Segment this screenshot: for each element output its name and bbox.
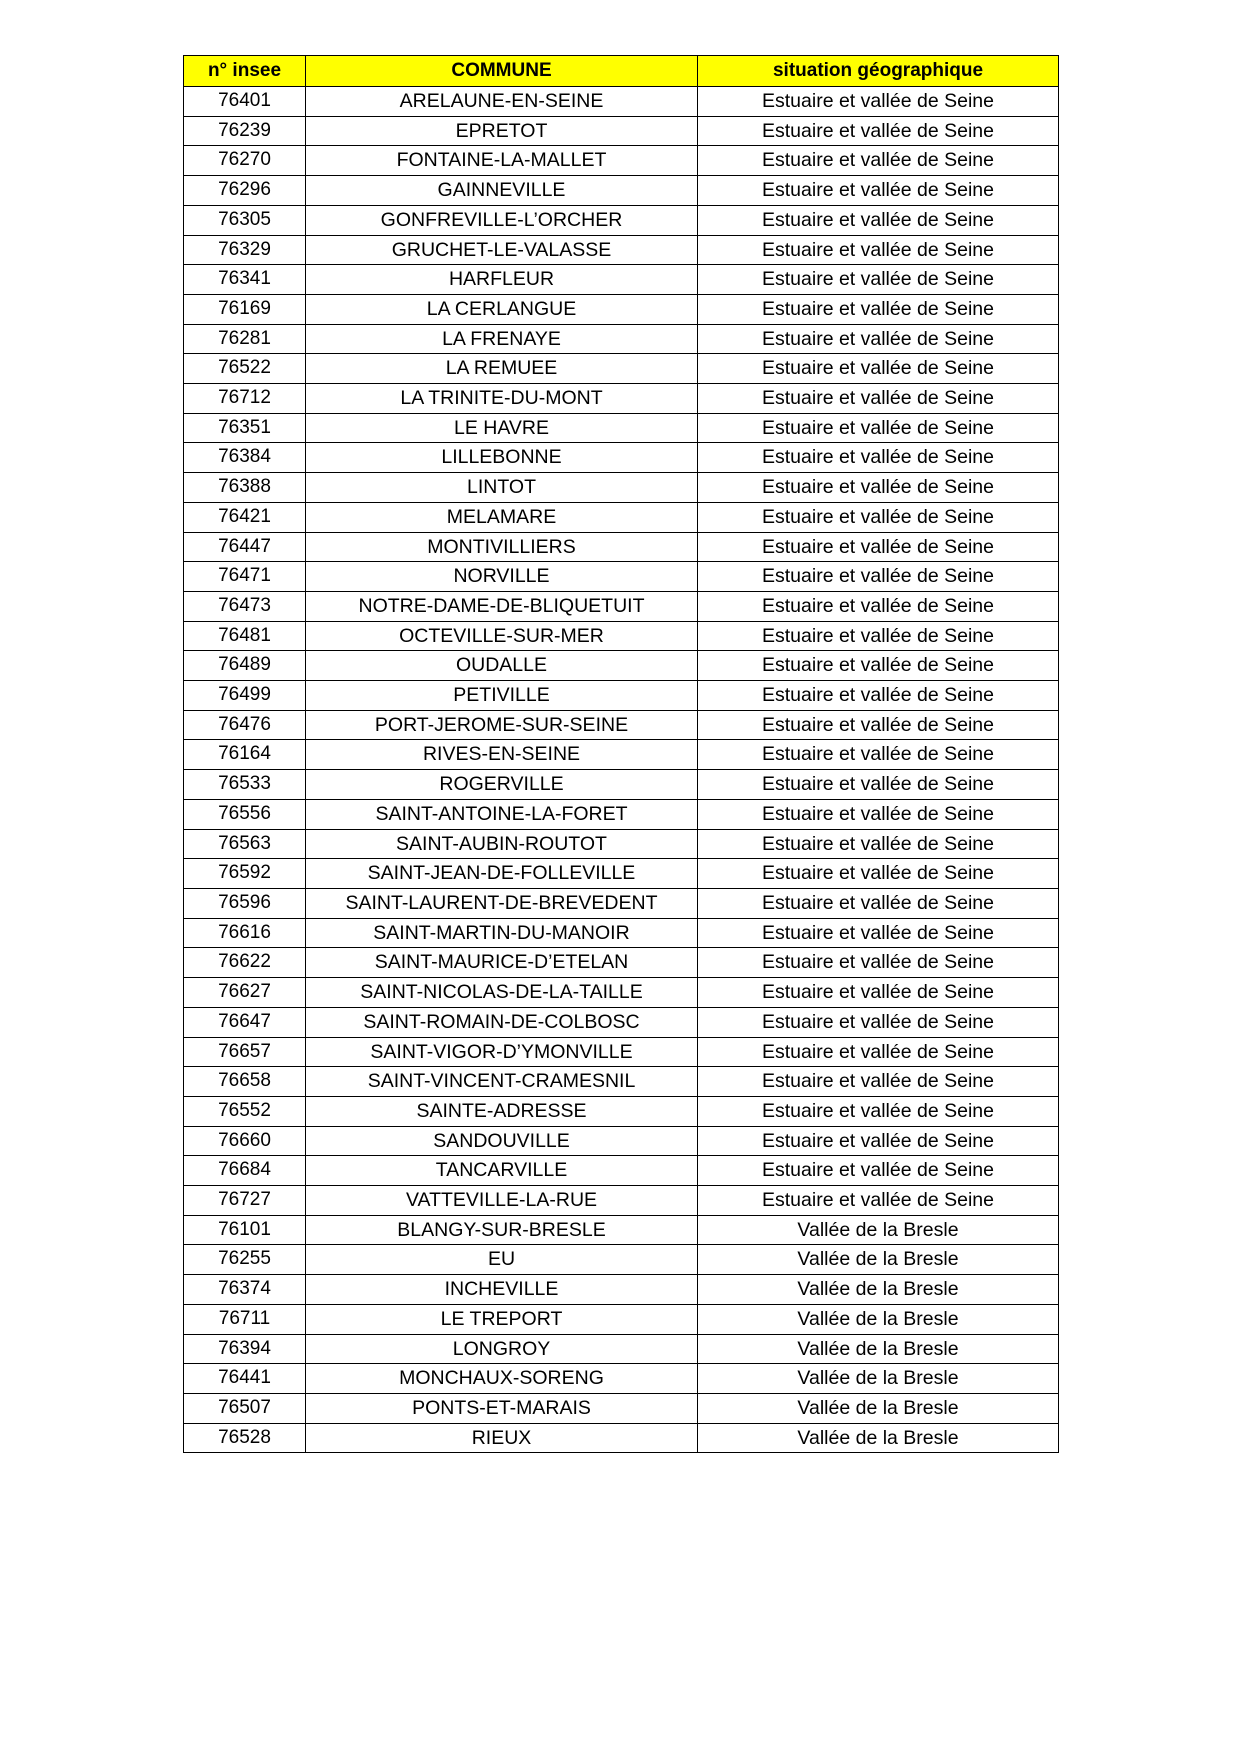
- table-row: [184, 651, 1059, 681]
- cell-insee: 76657: [184, 1037, 306, 1067]
- cell-commune: GAINNEVILLE: [306, 176, 698, 206]
- cell-commune: LA TRINITE-DU-MONT: [306, 384, 698, 414]
- cell-insee: 76622: [184, 948, 306, 978]
- cell-insee: 76101: [184, 1215, 306, 1245]
- cell-situation: Estuaire et vallée de Seine: [698, 1037, 1059, 1067]
- cell-insee: 76388: [184, 473, 306, 503]
- cell-situation: Estuaire et vallée de Seine: [698, 324, 1059, 354]
- cell-commune: FONTAINE-LA-MALLET: [306, 146, 698, 176]
- table-row: [184, 532, 1059, 562]
- cell-situation: Vallée de la Bresle: [698, 1215, 1059, 1245]
- cell-situation: Estuaire et vallée de Seine: [698, 1096, 1059, 1126]
- cell-commune: HARFLEUR: [306, 265, 698, 295]
- cell-situation: Estuaire et vallée de Seine: [698, 948, 1059, 978]
- cell-situation: Estuaire et vallée de Seine: [698, 651, 1059, 681]
- cell-situation: Estuaire et vallée de Seine: [698, 829, 1059, 859]
- cell-commune: RIEUX: [306, 1423, 698, 1453]
- table-row: [184, 888, 1059, 918]
- header-row: [184, 56, 1059, 87]
- cell-situation: Estuaire et vallée de Seine: [698, 740, 1059, 770]
- cell-situation: Vallée de la Bresle: [698, 1364, 1059, 1394]
- table-row: [184, 1186, 1059, 1216]
- cell-situation: Estuaire et vallée de Seine: [698, 294, 1059, 324]
- cell-insee: 76476: [184, 710, 306, 740]
- table-row: [184, 324, 1059, 354]
- cell-commune: NOTRE-DAME-DE-BLIQUETUIT: [306, 591, 698, 621]
- cell-situation: Estuaire et vallée de Seine: [698, 888, 1059, 918]
- cell-commune: EU: [306, 1245, 698, 1275]
- table-row: [184, 562, 1059, 592]
- cell-situation: Vallée de la Bresle: [698, 1304, 1059, 1334]
- cell-insee: 76489: [184, 651, 306, 681]
- cell-commune: SAINT-ROMAIN-DE-COLBOSC: [306, 1007, 698, 1037]
- table-row: [184, 740, 1059, 770]
- table-row: [184, 502, 1059, 532]
- cell-commune: SAINT-MAURICE-D’ETELAN: [306, 948, 698, 978]
- cell-situation: Estuaire et vallée de Seine: [698, 681, 1059, 711]
- table-row: [184, 1067, 1059, 1097]
- table-row: [184, 918, 1059, 948]
- cell-insee: 76660: [184, 1126, 306, 1156]
- cell-situation: Vallée de la Bresle: [698, 1393, 1059, 1423]
- cell-commune: SAINT-VINCENT-CRAMESNIL: [306, 1067, 698, 1097]
- cell-insee: 76255: [184, 1245, 306, 1275]
- table-row: [184, 354, 1059, 384]
- table-row: [184, 384, 1059, 414]
- table-row: [184, 978, 1059, 1008]
- cell-insee: 76616: [184, 918, 306, 948]
- cell-commune: VATTEVILLE-LA-RUE: [306, 1186, 698, 1216]
- cell-insee: 76596: [184, 888, 306, 918]
- cell-insee: 76658: [184, 1067, 306, 1097]
- cell-commune: PONTS-ET-MARAIS: [306, 1393, 698, 1423]
- table-row: [184, 1245, 1059, 1275]
- cell-commune: PORT-JEROME-SUR-SEINE: [306, 710, 698, 740]
- cell-situation: Estuaire et vallée de Seine: [698, 235, 1059, 265]
- column-header-situation: situation géographique: [698, 56, 1059, 87]
- table-body: [184, 87, 1059, 1453]
- cell-insee: 76473: [184, 591, 306, 621]
- cell-situation: Vallée de la Bresle: [698, 1334, 1059, 1364]
- cell-commune: SAINTE-ADRESSE: [306, 1096, 698, 1126]
- cell-commune: LA REMUEE: [306, 354, 698, 384]
- cell-commune: ROGERVILLE: [306, 770, 698, 800]
- cell-insee: 76341: [184, 265, 306, 295]
- cell-situation: Estuaire et vallée de Seine: [698, 770, 1059, 800]
- cell-insee: 76169: [184, 294, 306, 324]
- cell-situation: Estuaire et vallée de Seine: [698, 1067, 1059, 1097]
- cell-situation: Estuaire et vallée de Seine: [698, 384, 1059, 414]
- cell-commune: OCTEVILLE-SUR-MER: [306, 621, 698, 651]
- cell-commune: EPRETOT: [306, 116, 698, 146]
- cell-commune: GONFREVILLE-L’ORCHER: [306, 205, 698, 235]
- table-row: [184, 294, 1059, 324]
- cell-commune: SAINT-AUBIN-ROUTOT: [306, 829, 698, 859]
- cell-situation: Estuaire et vallée de Seine: [698, 859, 1059, 889]
- cell-situation: Estuaire et vallée de Seine: [698, 146, 1059, 176]
- cell-insee: 76329: [184, 235, 306, 265]
- table-row: [184, 1423, 1059, 1453]
- table-row: [184, 176, 1059, 206]
- table-row: [184, 770, 1059, 800]
- cell-situation: Estuaire et vallée de Seine: [698, 1007, 1059, 1037]
- table-row: [184, 87, 1059, 117]
- cell-insee: 76394: [184, 1334, 306, 1364]
- cell-situation: Estuaire et vallée de Seine: [698, 591, 1059, 621]
- cell-insee: 76447: [184, 532, 306, 562]
- cell-commune: LE TREPORT: [306, 1304, 698, 1334]
- cell-insee: 76384: [184, 443, 306, 473]
- table-row: [184, 116, 1059, 146]
- cell-situation: Estuaire et vallée de Seine: [698, 176, 1059, 206]
- cell-insee: 76441: [184, 1364, 306, 1394]
- cell-commune: PETIVILLE: [306, 681, 698, 711]
- table-row: [184, 1156, 1059, 1186]
- table-row: [184, 205, 1059, 235]
- communes-table: [183, 55, 1059, 1453]
- cell-situation: Estuaire et vallée de Seine: [698, 413, 1059, 443]
- cell-commune: SAINT-ANTOINE-LA-FORET: [306, 799, 698, 829]
- cell-insee: 76552: [184, 1096, 306, 1126]
- cell-insee: 76627: [184, 978, 306, 1008]
- table-container: [183, 55, 1058, 1453]
- cell-situation: Estuaire et vallée de Seine: [698, 116, 1059, 146]
- cell-insee: 76305: [184, 205, 306, 235]
- cell-insee: 76563: [184, 829, 306, 859]
- cell-situation: Estuaire et vallée de Seine: [698, 205, 1059, 235]
- cell-commune: SANDOUVILLE: [306, 1126, 698, 1156]
- cell-insee: 76281: [184, 324, 306, 354]
- table-row: [184, 1215, 1059, 1245]
- table-row: [184, 443, 1059, 473]
- cell-insee: 76351: [184, 413, 306, 443]
- cell-situation: Estuaire et vallée de Seine: [698, 354, 1059, 384]
- cell-commune: SAINT-VIGOR-D’YMONVILLE: [306, 1037, 698, 1067]
- cell-insee: 76684: [184, 1156, 306, 1186]
- cell-commune: SAINT-JEAN-DE-FOLLEVILLE: [306, 859, 698, 889]
- cell-commune: SAINT-NICOLAS-DE-LA-TAILLE: [306, 978, 698, 1008]
- table-row: [184, 1364, 1059, 1394]
- cell-situation: Estuaire et vallée de Seine: [698, 87, 1059, 117]
- cell-commune: BLANGY-SUR-BRESLE: [306, 1215, 698, 1245]
- cell-commune: LA CERLANGUE: [306, 294, 698, 324]
- cell-situation: Vallée de la Bresle: [698, 1423, 1059, 1453]
- cell-insee: 76296: [184, 176, 306, 206]
- table-row: [184, 710, 1059, 740]
- cell-commune: SAINT-MARTIN-DU-MANOIR: [306, 918, 698, 948]
- cell-commune: MONCHAUX-SORENG: [306, 1364, 698, 1394]
- cell-insee: 76711: [184, 1304, 306, 1334]
- table-row: [184, 1334, 1059, 1364]
- cell-situation: Estuaire et vallée de Seine: [698, 1126, 1059, 1156]
- table-row: [184, 146, 1059, 176]
- cell-situation: Estuaire et vallée de Seine: [698, 562, 1059, 592]
- cell-commune: LE HAVRE: [306, 413, 698, 443]
- cell-insee: 76239: [184, 116, 306, 146]
- cell-insee: 76727: [184, 1186, 306, 1216]
- table-row: [184, 591, 1059, 621]
- cell-insee: 76164: [184, 740, 306, 770]
- cell-situation: Estuaire et vallée de Seine: [698, 978, 1059, 1008]
- table-row: [184, 829, 1059, 859]
- cell-situation: Estuaire et vallée de Seine: [698, 1156, 1059, 1186]
- table-row: [184, 1304, 1059, 1334]
- cell-situation: Estuaire et vallée de Seine: [698, 473, 1059, 503]
- table-row: [184, 1007, 1059, 1037]
- table-row: [184, 799, 1059, 829]
- cell-commune: LA FRENAYE: [306, 324, 698, 354]
- cell-situation: Estuaire et vallée de Seine: [698, 502, 1059, 532]
- column-header-insee: n° insee: [184, 56, 306, 87]
- cell-insee: 76712: [184, 384, 306, 414]
- cell-insee: 76556: [184, 799, 306, 829]
- cell-situation: Estuaire et vallée de Seine: [698, 710, 1059, 740]
- cell-situation: Estuaire et vallée de Seine: [698, 443, 1059, 473]
- table-row: [184, 235, 1059, 265]
- cell-situation: Estuaire et vallée de Seine: [698, 532, 1059, 562]
- cell-insee: 76481: [184, 621, 306, 651]
- cell-insee: 76592: [184, 859, 306, 889]
- cell-commune: GRUCHET-LE-VALASSE: [306, 235, 698, 265]
- cell-insee: 76522: [184, 354, 306, 384]
- table-row: [184, 1126, 1059, 1156]
- table-row: [184, 413, 1059, 443]
- cell-commune: TANCARVILLE: [306, 1156, 698, 1186]
- table-row: [184, 681, 1059, 711]
- cell-commune: NORVILLE: [306, 562, 698, 592]
- cell-commune: OUDALLE: [306, 651, 698, 681]
- cell-situation: Estuaire et vallée de Seine: [698, 621, 1059, 651]
- table-row: [184, 859, 1059, 889]
- table-row: [184, 473, 1059, 503]
- cell-insee: 76374: [184, 1275, 306, 1305]
- column-header-commune: COMMUNE: [306, 56, 698, 87]
- cell-situation: Vallée de la Bresle: [698, 1275, 1059, 1305]
- cell-commune: LINTOT: [306, 473, 698, 503]
- cell-commune: RIVES-EN-SEINE: [306, 740, 698, 770]
- cell-insee: 76533: [184, 770, 306, 800]
- cell-insee: 76401: [184, 87, 306, 117]
- cell-commune: LILLEBONNE: [306, 443, 698, 473]
- cell-insee: 76421: [184, 502, 306, 532]
- table-row: [184, 1096, 1059, 1126]
- table-row: [184, 1037, 1059, 1067]
- cell-situation: Estuaire et vallée de Seine: [698, 799, 1059, 829]
- cell-insee: 76471: [184, 562, 306, 592]
- cell-insee: 76528: [184, 1423, 306, 1453]
- table-row: [184, 948, 1059, 978]
- cell-situation: Vallée de la Bresle: [698, 1245, 1059, 1275]
- table-row: [184, 1393, 1059, 1423]
- cell-situation: Estuaire et vallée de Seine: [698, 265, 1059, 295]
- cell-commune: ARELAUNE-EN-SEINE: [306, 87, 698, 117]
- cell-commune: MELAMARE: [306, 502, 698, 532]
- cell-commune: INCHEVILLE: [306, 1275, 698, 1305]
- table-row: [184, 1275, 1059, 1305]
- cell-insee: 76270: [184, 146, 306, 176]
- cell-situation: Estuaire et vallée de Seine: [698, 918, 1059, 948]
- cell-insee: 76507: [184, 1393, 306, 1423]
- cell-insee: 76499: [184, 681, 306, 711]
- table-row: [184, 265, 1059, 295]
- cell-insee: 76647: [184, 1007, 306, 1037]
- cell-situation: Estuaire et vallée de Seine: [698, 1186, 1059, 1216]
- cell-commune: LONGROY: [306, 1334, 698, 1364]
- table-row: [184, 621, 1059, 651]
- cell-commune: MONTIVILLIERS: [306, 532, 698, 562]
- cell-commune: SAINT-LAURENT-DE-BREVEDENT: [306, 888, 698, 918]
- table-header: [184, 56, 1059, 87]
